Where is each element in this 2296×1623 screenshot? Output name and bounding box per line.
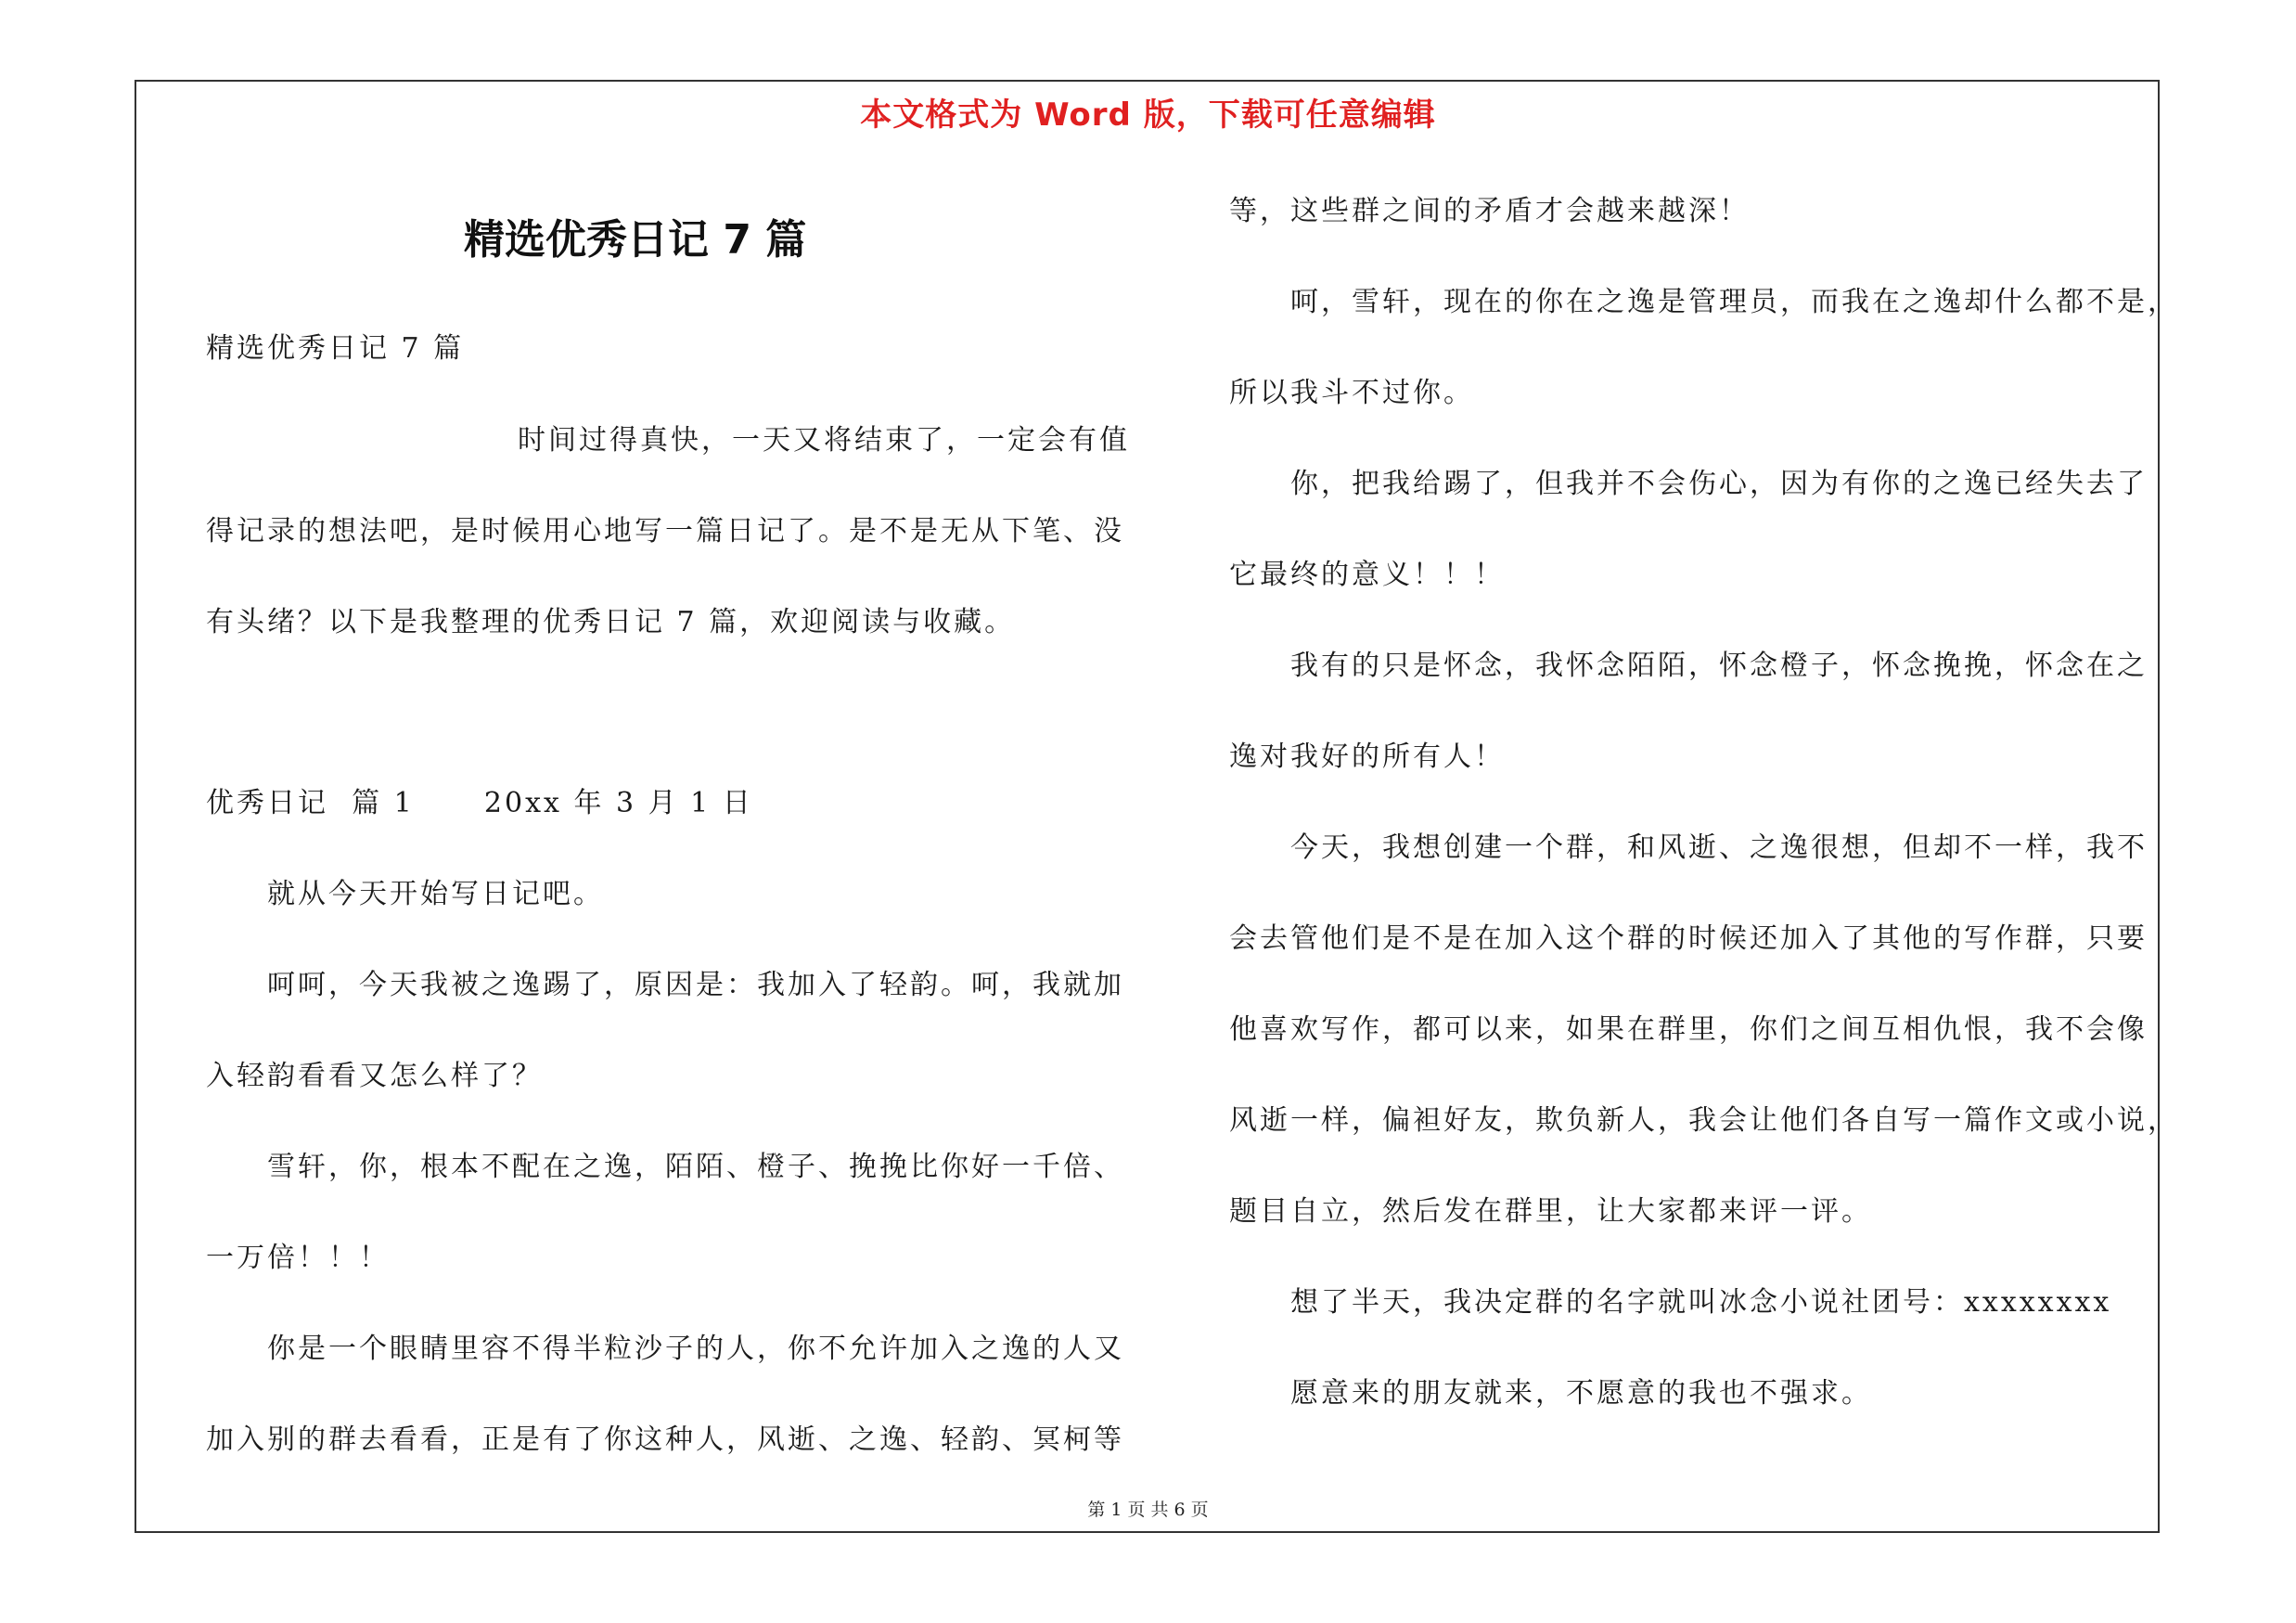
- paragraph-line: 等，这些群之间的矛盾才会越来越深！: [1229, 195, 1750, 227]
- section-heading: 优秀日记 篇 1 20xx 年 3 月 1 日: [206, 787, 753, 819]
- paragraph-line: 你，把我给踢了，但我并不会伤心，因为有你的之逸已经失去了: [1290, 468, 2148, 500]
- paragraph-line: 所以我斗不过你。: [1229, 377, 1474, 409]
- paragraph-line: 想了半天，我决定群的名字就叫冰念小说社团号：xxxxxxxx: [1290, 1286, 2112, 1319]
- paragraph-line: 会去管他们是不是在加入这个群的时候还加入了其他的写作群，只要: [1229, 922, 2148, 955]
- paragraph-line: 加入别的群去看看，正是有了你这种人，风逝、之逸、轻韵、冥柯等: [206, 1423, 1124, 1456]
- document-title: 精选优秀日记 7 篇: [464, 216, 807, 264]
- paragraph-line: 雪轩，你，根本不配在之逸，陌陌、橙子、挽挽比你好一千倍、: [267, 1151, 1124, 1183]
- paragraph-line: 愿意来的朋友就来，不愿意的我也不强求。: [1290, 1377, 1872, 1410]
- paragraph-line: 它最终的意义！！！: [1229, 559, 1505, 591]
- paragraph-line: 我有的只是怀念，我怀念陌陌，怀念橙子，怀念挽挽，怀念在之: [1290, 650, 2148, 682]
- subtitle-line: 精选优秀日记 7 篇: [206, 332, 465, 365]
- paragraph-line: 你是一个眼睛里容不得半粒沙子的人，你不允许加入之逸的人又: [267, 1333, 1124, 1365]
- paragraph-line: 逸对我好的所有人！: [1229, 741, 1505, 773]
- paragraph-line: 呵，雪轩，现在的你在之逸是管理员，而我在之逸却什么都不是，: [1290, 286, 2178, 318]
- paragraph-line: 题目自立，然后发在群里，让大家都来评一评。: [1229, 1195, 1872, 1228]
- page-number: 第 1 页 共 6 页: [1087, 1500, 1209, 1520]
- paragraph-line: 时间过得真快，一天又将结束了，一定会有值: [518, 424, 1130, 457]
- paragraph-line: 入轻韵看看又怎么样了？: [206, 1060, 543, 1092]
- paragraph-line: 一万倍！！！: [206, 1242, 390, 1274]
- paragraph-line: 他喜欢写作，都可以来，如果在群里，你们之间互相仇恨，我不会像: [1229, 1013, 2148, 1046]
- paragraph-line: 风逝一样，偏袒好友，欺负新人，我会让他们各自写一篇作文或小说，: [1229, 1104, 2178, 1137]
- paragraph-line: 呵呵，今天我被之逸踢了，原因是：我加入了轻韵。呵，我就加: [267, 969, 1124, 1001]
- paragraph-line: 有头绪？以下是我整理的优秀日记 7 篇，欢迎阅读与收藏。: [206, 606, 1016, 638]
- format-banner: 本文格式为 Word 版，下载可任意编辑: [860, 97, 1436, 134]
- paragraph-line: 得记录的想法吧，是时候用心地写一篇日记了。是不是无从下笔、没: [206, 515, 1124, 547]
- paragraph-line: 就从今天开始写日记吧。: [267, 878, 604, 910]
- paragraph-line: 今天，我想创建一个群，和风逝、之逸很想，但却不一样，我不: [1290, 831, 2148, 864]
